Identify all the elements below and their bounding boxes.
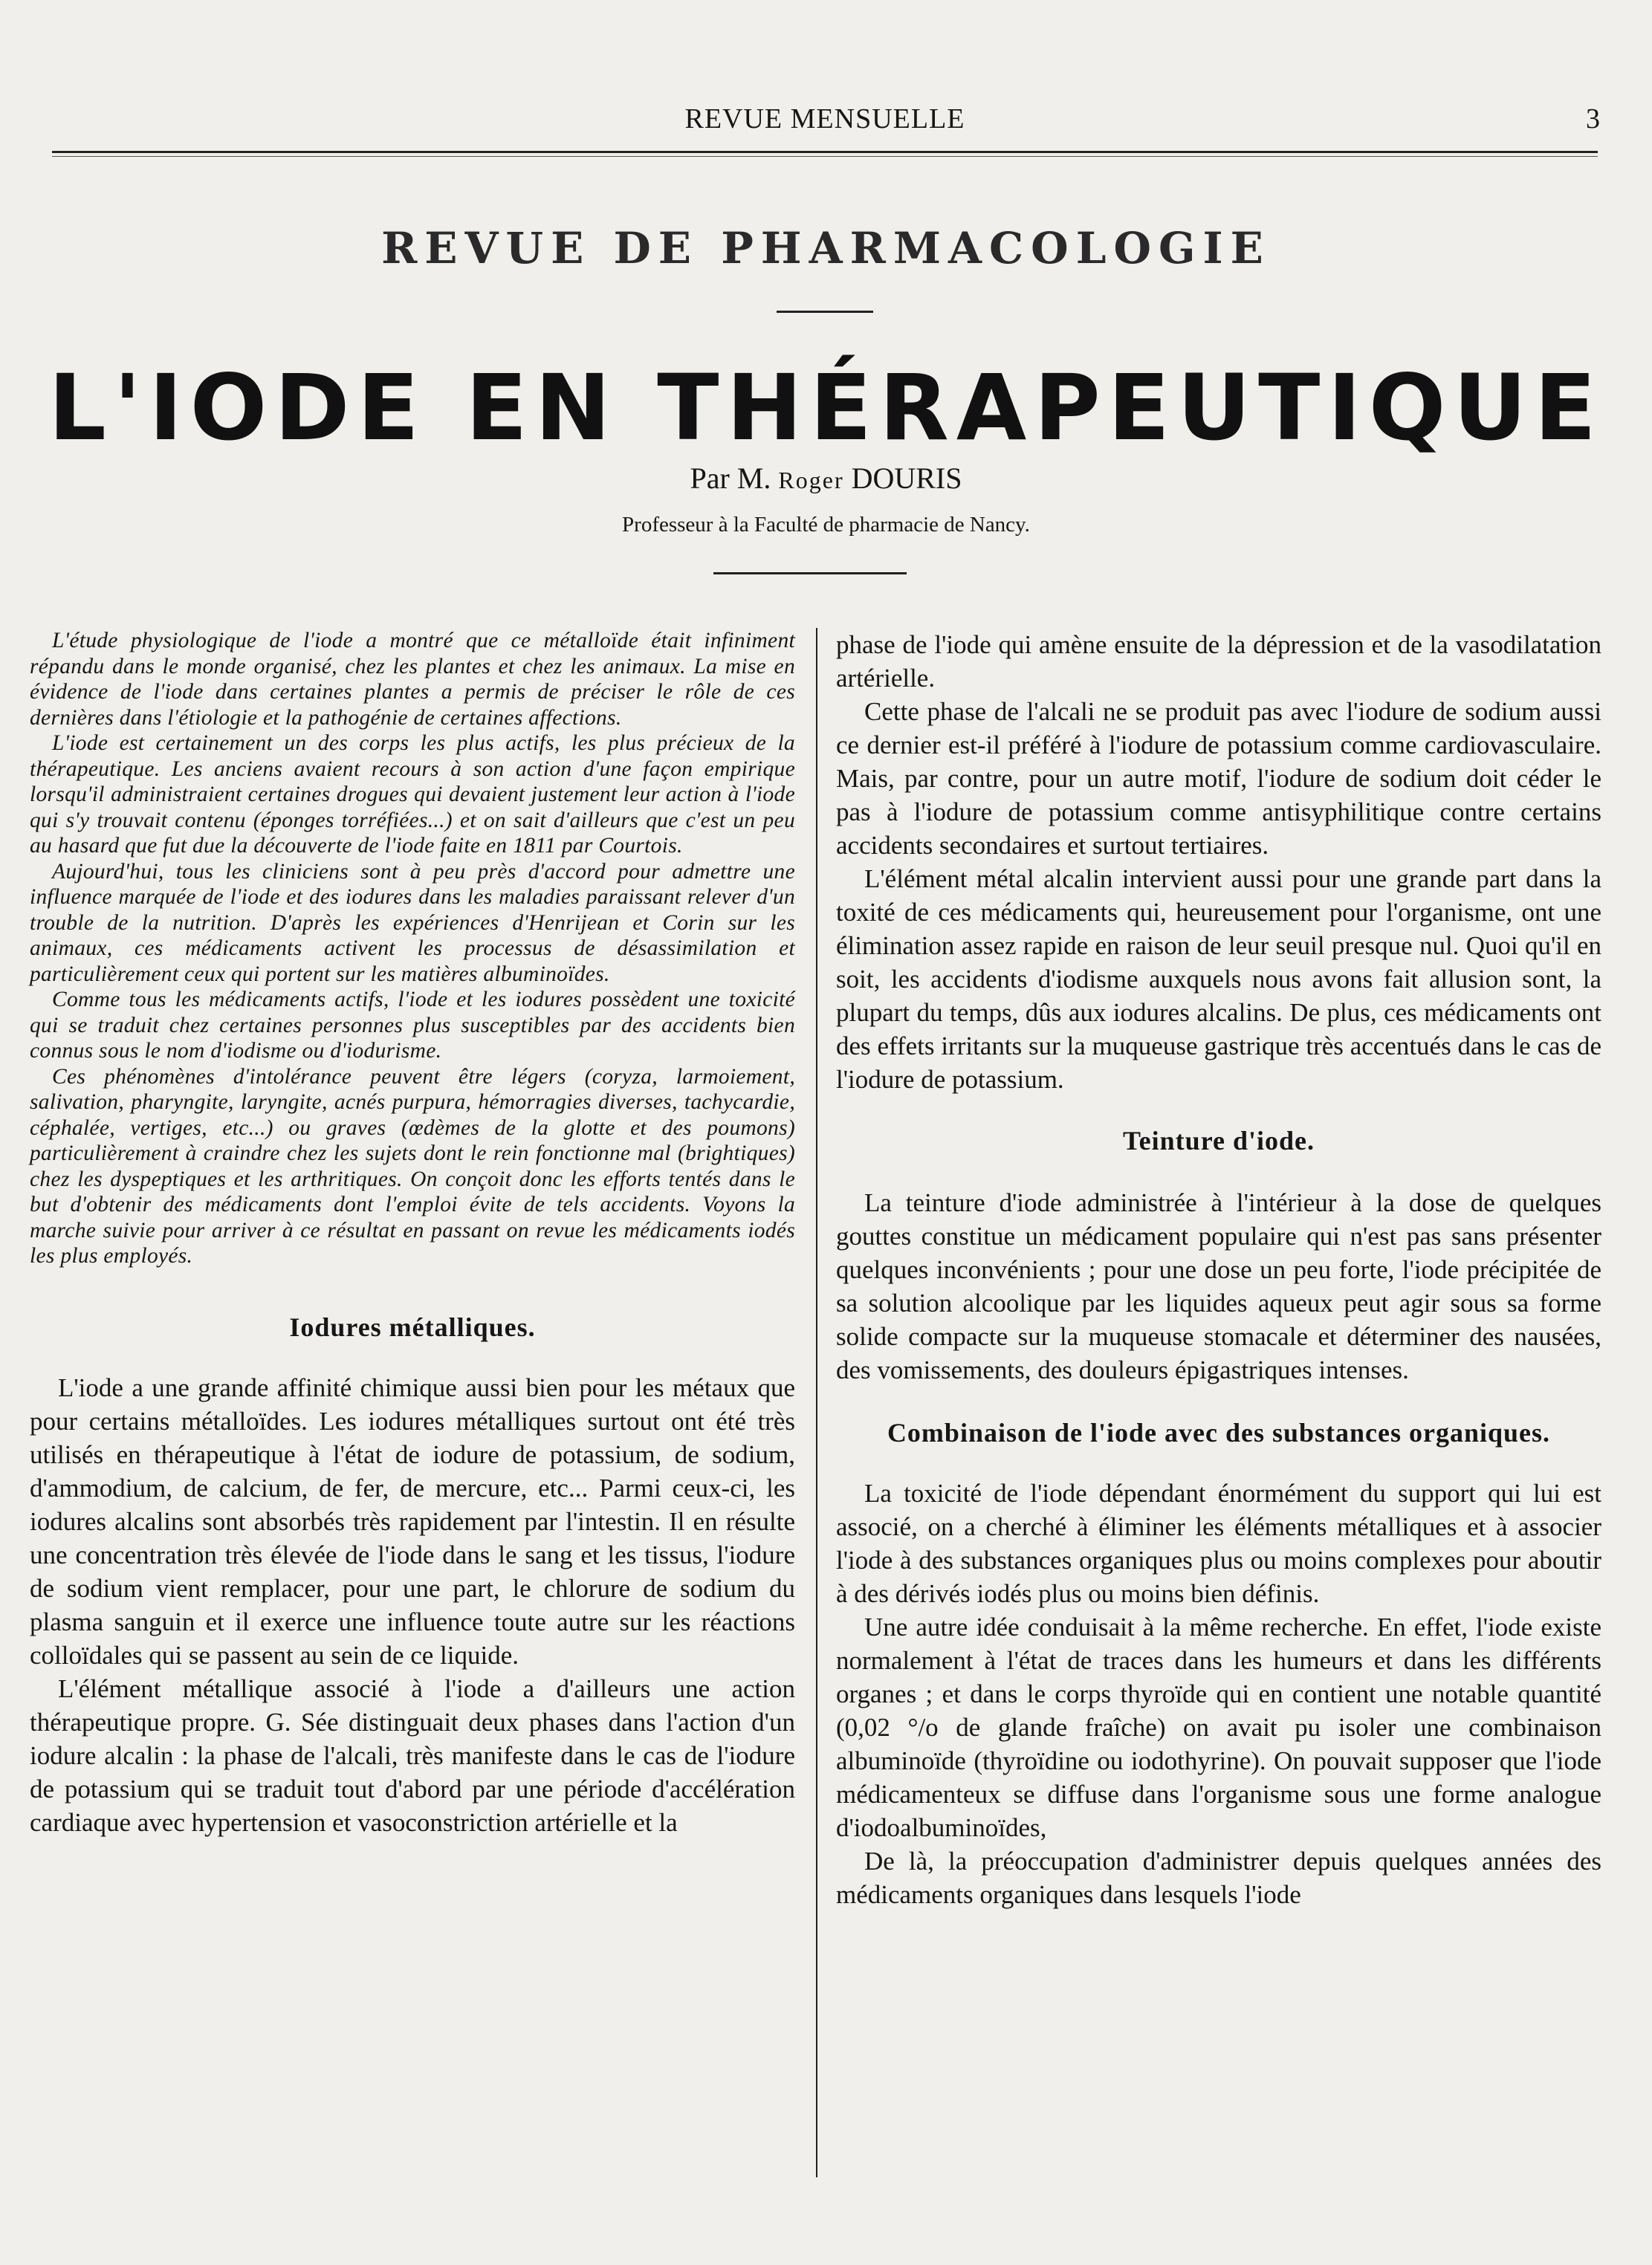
byline-divider xyxy=(713,572,907,574)
author-last-name: DOURIS xyxy=(851,461,962,495)
page-number: 3 xyxy=(1586,103,1600,135)
header-rule xyxy=(52,151,1598,153)
intro-paragraph: Aujourd'hui, tous les cliniciens sont à peu près d'accord pour admettre une influence marquée de l'iode et des iodures dans les maladies paraissant relever d'un trouble de la nutrition. D'après les expériences d'Henrijean et Corin sur les animaux, ces médicaments activent les processus de désassimilation et particulièrement ceux qui portent sur les matières albuminoïdes. xyxy=(30,859,795,986)
author-first-name: Roger xyxy=(778,467,844,493)
section-heading: Iodures métalliques. xyxy=(289,1312,536,1342)
combinaison-section xyxy=(836,1416,1601,1911)
intro-paragraph: Ces phénomènes d'intolérance peuvent être légers (coryza, larmoiement, salivation, pharyngite, laryngite, acnés purpura, hémorragies diverses, tachycardie, céphalée, vertiges, etc...) ou graves (œdèmes de la glotte et des poumons) particulièrement à craindre chez les sujets dont le rein fonctionne mal (brightiques) chez les dyspeptiques et les arthritiques. On conçoit donc les efforts tentés dans le but d'obtenir des médicaments dont l'emploi évite de tels accidents. Voyons la marche suivie pour arriver à ce résultat en passant on revue les médicaments iodés les plus employés. xyxy=(30,1064,795,1268)
byline-prefix: Par M. xyxy=(690,461,771,495)
body-paragraph: L'élément métallique associé à l'iode a d'ailleurs une action thérapeutique propre. G. Sée distinguait deux phases dans l'action d'un iodure alcalin : la phase de l'alcali, très manifeste dans le cas de l'iodure de potassium qui se traduit tout d'abord par une période d'accélération cardiaque avec hypertension et vasoconstriction artérielle et la xyxy=(30,1673,795,1837)
body-paragraph: La toxicité de l'iode dépendant énormément du support qui lui est associé, on a cherché à éliminer les éléments métalliques et à associer l'iode à des substances organiques plus ou moins complexes pour aboutir à des dérivés iodés plus ou moins bien définis. xyxy=(836,1479,1601,1608)
body-paragraph: La teinture d'iode administrée à l'intérieur à la dose de quelques gouttes constitue un médicament populaire qui n'est pas sans présenter quelques inconvénients ; pour une dose un peu forte, l'iode précipitée de sa solution alcoolique par les liquides aqueux peut agir sous sa forme solide compacte sur la muqueuse stomacale et déterminer des nausées, des vomissements, des douleurs épigastriques intenses. xyxy=(836,1188,1601,1384)
intro-paragraph: L'étude physiologique de l'iode a montré que ce métalloïde était infiniment répandu dans le monde organisé, chez les plantes et chez les animaux. La mise en évidence de l'iode dans certaines plantes a permis de préciser le rôle de ces dernières dans l'étiologie et la pathogénie de certaines affections. xyxy=(30,629,795,730)
column-divider xyxy=(816,628,817,2177)
teinture-section xyxy=(836,1124,1601,1387)
right-intro-section xyxy=(836,628,1601,1096)
intro-block xyxy=(30,628,795,1269)
body-paragraph: phase de l'iode qui amène ensuite de la dépression et de la vasodilatation artérielle. xyxy=(836,630,1601,693)
body-paragraph: Cette phase de l'alcali ne se produit pas avec l'iodure de sodium aussi ce dernier est-il préféré à l'iodure de potassium comme cardiovasculaire. Mais, par contre, pour un autre motif, l'iodure de sodium doit céder le pas à l'iodure de potassium comme antisyphilitique contre certains accidents secondaires et surtout tertiaires. xyxy=(836,697,1601,860)
section-title: REVUE DE PHARMACOLOGIE xyxy=(381,223,1271,273)
iodures-section xyxy=(30,1311,795,1839)
section-heading: Teinture d'iode. xyxy=(1122,1126,1315,1156)
article-title: L'IODE EN THÉRAPEUTIQUE xyxy=(48,355,1604,461)
body-paragraph: Une autre idée conduisait à la même recherche. En effet, l'iode existe normalement à l'état de traces dans les humeurs et dans les différents organes ; et dans le corps thyroïde qui en contient une notable quantité (0,02 °/o de glande fraîche) on avait pu isoler une combinaison albuminoïde (thyroïdine ou iodothyrine). On pouvait supposer que l'iode médicamenteux se diffuse dans l'organisme sous une forme analogue d'iodoalbuminoïdes, xyxy=(836,1613,1601,1842)
header-rule-thin xyxy=(52,156,1598,157)
body-paragraph: De là, la préoccupation d'administrer depuis quelques années des médicaments organiques dans lesquels l'iode xyxy=(836,1847,1601,1909)
left-column xyxy=(30,628,795,1839)
body-paragraph: L'iode a une grande affinité chimique aussi bien pour les métaux que pour certains métalloïdes. Les iodures métalliques surtout ont été très utilisés en thérapeutique à l'état de iodure de potassium, de sodium, d'ammodium, de calcium, de fer, de mercure, etc... Parmi ceux-ci, les iodures alcalins sont absorbés très rapidement par l'intestin. Il en résulte une concentration très élevée de l'iode dans le sang et les tissus, l'iodure de sodium vient remplacer, pour une part, le chlorure de sodium du plasma sanguin et il exerce une influence toute autre sur les réactions colloïdales qui se passent au sein de ce liquide. xyxy=(30,1373,795,1670)
right-column xyxy=(836,628,1601,1911)
running-title: REVUE MENSUELLE xyxy=(684,103,965,135)
author-affiliation: Professeur à la Faculté de pharmacie de Nancy. xyxy=(622,513,1030,537)
intro-paragraph: L'iode est certainement un des corps les plus actifs, les plus précieux de la thérapeutique. Les anciens avaient recours à son action d'une façon empirique lorsqu'il administraient certaines drogues qui devaient justement leur action à l'iode qui s'y trouvait contenu (éponges torréfiées...) et on sait d'ailleurs que c'est un peu au hasard que fut due la découverte de l'iode faite en 1811 par Courtois. xyxy=(30,731,795,858)
body-paragraph: L'élément métal alcalin intervient aussi pour une grande part dans la toxité de ces médicaments qui, heureusement pour l'organisme, ont une élimination assez rapide en raison de leur seuil presque nul. Quoi qu'il en soit, les accidents d'iodisme auxquels nous avons fait allusion sont, la plupart du temps, dûs aux iodures alcalins. De plus, ces médicaments ont des effets irritants sur la muqueuse gastrique très accentués dans le cas de l'iodure de potassium. xyxy=(836,864,1601,1094)
section-heading: Combinaison de l'iode avec des substances organiques. xyxy=(887,1418,1551,1448)
intro-paragraph: Comme tous les médicaments actifs, l'iode et les iodures possèdent une toxicité qui se traduit chez certaines personnes plus susceptibles par des accidents bien connus sous le nom d'iodisme ou d'iodurisme. xyxy=(30,988,795,1063)
byline xyxy=(0,461,1652,496)
section-divider xyxy=(777,311,873,313)
